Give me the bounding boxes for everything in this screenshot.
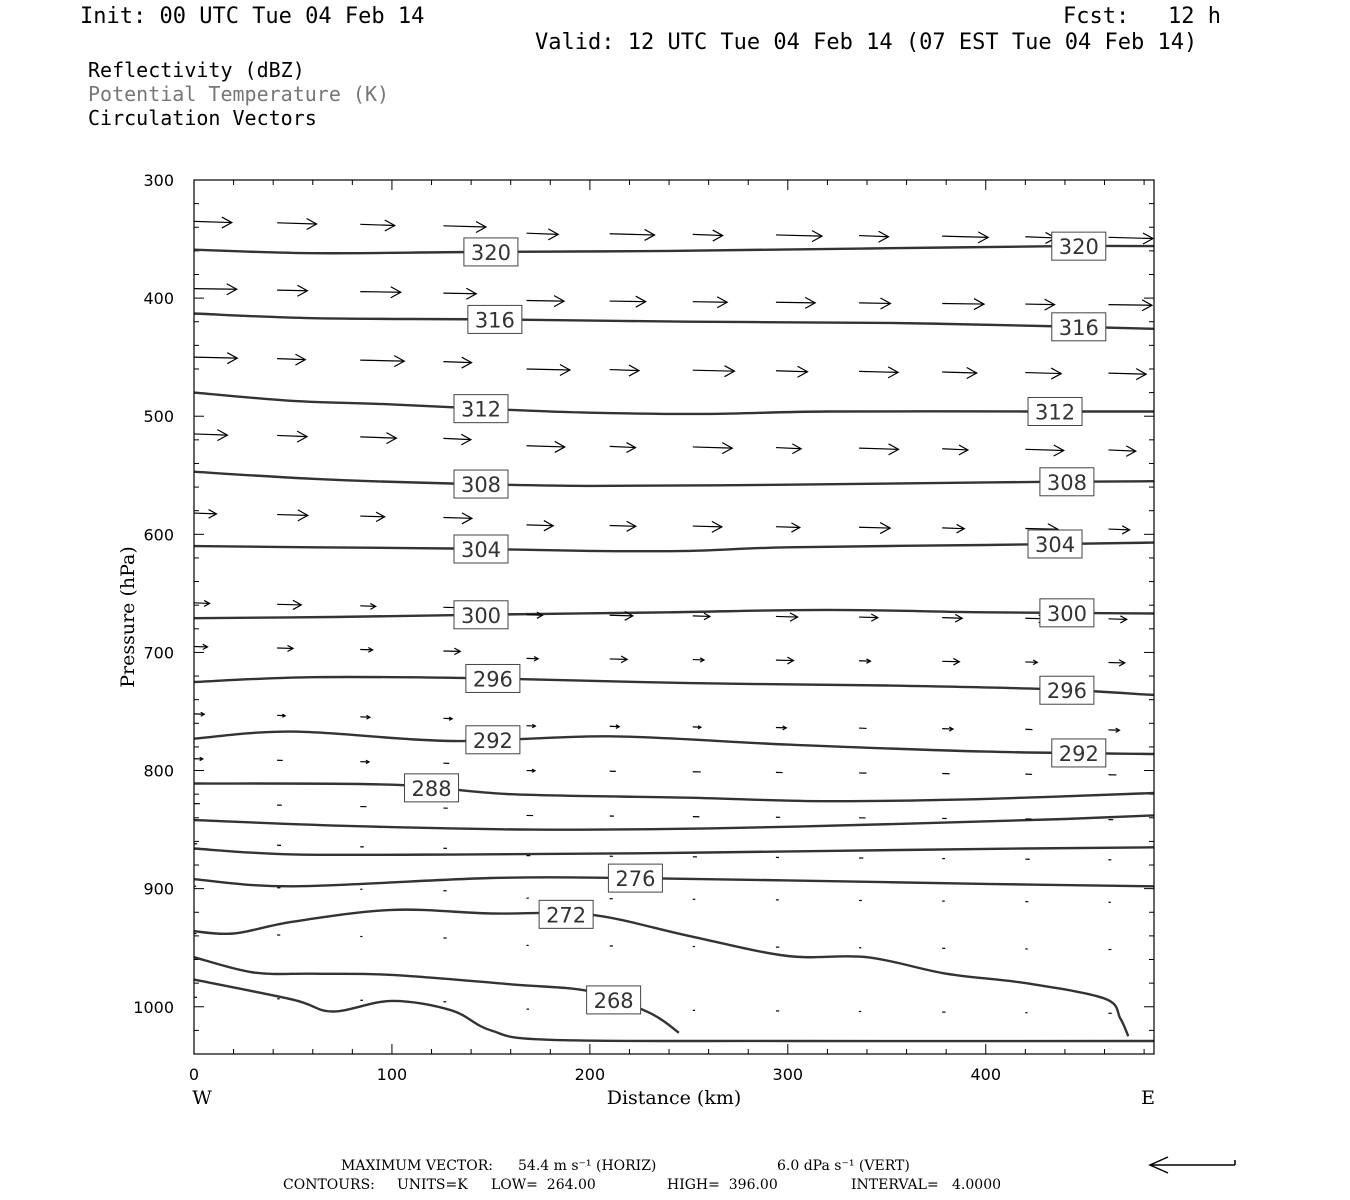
x-tick-label: 100 bbox=[376, 1065, 408, 1084]
legend-reflectivity: Reflectivity (dBZ) bbox=[88, 58, 305, 82]
circulation-vector bbox=[527, 615, 543, 616]
contour-label: 320 bbox=[1058, 235, 1099, 260]
max-vector-label: MAXIMUM VECTOR: bbox=[341, 1158, 493, 1174]
contour-label: 308 bbox=[1046, 470, 1087, 495]
contours-label: CONTOURS: bbox=[283, 1177, 375, 1193]
y-tick-label: 300 bbox=[143, 171, 174, 190]
x-axis-label: Distance (km) bbox=[606, 1087, 742, 1109]
circulation-vector bbox=[610, 446, 636, 447]
isentrope-312 bbox=[194, 393, 1154, 414]
circulation-vector bbox=[1025, 304, 1054, 305]
circulation-vector bbox=[277, 604, 301, 605]
contour-label: 300 bbox=[460, 603, 502, 628]
isentrope-288 bbox=[194, 783, 1154, 801]
valid-time: Valid: 12 UTC Tue 04 Feb 14 (07 EST Tue 04 Feb 14) bbox=[535, 30, 1198, 55]
max-vector-horizontal: 54.4 m s⁻¹ (HORIZ) bbox=[518, 1158, 657, 1174]
isentrope-308 bbox=[194, 472, 1154, 486]
circulation-vector bbox=[194, 513, 216, 514]
legend-potential-temperature: Potential Temperature (K) bbox=[88, 82, 390, 106]
circulation-vector bbox=[859, 371, 898, 372]
circulation-vector bbox=[859, 236, 888, 237]
y-tick-label: 1000 bbox=[133, 997, 174, 1017]
circulation-vector bbox=[693, 234, 723, 235]
circulation-vector bbox=[1108, 237, 1153, 238]
isentrope-284 bbox=[194, 815, 1154, 829]
circulation-vector bbox=[610, 234, 655, 235]
contour-label: 296 bbox=[1046, 679, 1087, 704]
x-tick-label: 400 bbox=[970, 1065, 1002, 1084]
circulation-vector bbox=[527, 300, 565, 301]
x-tick-label: 0 bbox=[188, 1065, 200, 1084]
circulation-vector bbox=[942, 236, 988, 237]
circulation-vector bbox=[443, 293, 476, 294]
contour-label: 268 bbox=[593, 988, 634, 1013]
circulation-vector bbox=[360, 360, 404, 361]
y-axis-label: Pressure (hPa) bbox=[117, 546, 139, 688]
circulation-vector bbox=[1025, 528, 1057, 529]
circulation-vector bbox=[776, 448, 801, 449]
contour-label: 276 bbox=[615, 867, 656, 892]
contour-label: 320 bbox=[470, 240, 511, 265]
circulation-vector bbox=[942, 618, 962, 619]
circulation-vector bbox=[277, 223, 316, 224]
circulation-vector bbox=[1108, 305, 1152, 306]
circulation-vector bbox=[527, 446, 565, 447]
circulation-vector bbox=[1108, 619, 1126, 620]
circulation-vector bbox=[776, 302, 815, 303]
contour-label: 316 bbox=[1058, 315, 1099, 340]
isentrope-296 bbox=[194, 677, 1154, 695]
max-vector-vertical: 6.0 dPa s⁻¹ (VERT) bbox=[777, 1158, 910, 1174]
circulation-vector bbox=[527, 369, 570, 370]
circulation-vector bbox=[610, 301, 646, 302]
contour-label: 304 bbox=[1034, 532, 1076, 557]
circulation-vector bbox=[942, 303, 984, 304]
isentrope-292 bbox=[194, 732, 1154, 754]
forecast-hour: 12 h bbox=[1168, 4, 1221, 29]
circulation-vector bbox=[194, 603, 210, 604]
circulation-vector bbox=[277, 435, 307, 436]
contour-high: HIGH= 396.00 bbox=[667, 1177, 778, 1193]
circulation-vector bbox=[194, 289, 237, 290]
circulation-vector bbox=[1108, 529, 1129, 530]
contour-label: 312 bbox=[1034, 400, 1076, 425]
circulation-vector bbox=[610, 615, 633, 616]
circulation-vector bbox=[610, 525, 636, 526]
circulation-vector bbox=[693, 302, 727, 303]
x-end-label-west: W bbox=[192, 1087, 212, 1109]
x-tick-label: 200 bbox=[574, 1065, 606, 1084]
circulation-vector bbox=[443, 362, 471, 363]
circulation-vector bbox=[527, 233, 559, 234]
circulation-vector bbox=[1108, 450, 1135, 451]
isentrope-304 bbox=[194, 543, 1154, 552]
isentrope-320 bbox=[194, 246, 1154, 253]
y-tick-label: 400 bbox=[143, 289, 174, 309]
isentrope-280 bbox=[194, 847, 1154, 855]
contour-units: UNITS=K bbox=[397, 1177, 468, 1193]
circulation-vector bbox=[443, 438, 471, 439]
contour-label: 292 bbox=[1058, 741, 1099, 766]
circulation-vector bbox=[776, 235, 822, 236]
legend-circulation-vectors: Circulation Vectors bbox=[88, 106, 317, 130]
x-end-label-east: E bbox=[1141, 1087, 1155, 1109]
circulation-vector bbox=[693, 526, 722, 527]
circulation-vector bbox=[693, 370, 735, 371]
circulation-vector bbox=[693, 447, 732, 448]
circulation-vector bbox=[942, 528, 964, 529]
circulation-vector bbox=[776, 616, 798, 617]
contour-label: 304 bbox=[460, 538, 502, 563]
circulation-vector bbox=[360, 437, 396, 438]
contour-label: 288 bbox=[411, 776, 452, 801]
contour-label: 272 bbox=[546, 903, 587, 928]
circulation-vector bbox=[360, 516, 384, 517]
circulation-vector bbox=[942, 372, 977, 373]
isentrope-276 bbox=[194, 877, 1154, 886]
y-tick-label: 600 bbox=[143, 525, 174, 545]
y-tick-label: 500 bbox=[143, 407, 174, 427]
circulation-vector bbox=[1108, 373, 1146, 374]
contour-label: 296 bbox=[472, 667, 513, 692]
circulation-vector bbox=[610, 370, 639, 371]
circulation-vector bbox=[527, 525, 554, 526]
circulation-vector bbox=[360, 224, 395, 225]
forecast-label: Fcst: bbox=[1063, 4, 1130, 29]
circulation-vector bbox=[194, 434, 227, 435]
circulation-vector bbox=[859, 448, 898, 449]
isentrope-264 bbox=[194, 980, 1154, 1041]
contour-label: 300 bbox=[1046, 601, 1087, 626]
circulation-vector bbox=[1025, 449, 1063, 450]
contour-label: 308 bbox=[460, 473, 502, 498]
circulation-vector bbox=[1025, 373, 1061, 374]
init-time: Init: 00 UTC Tue 04 Feb 14 bbox=[80, 4, 425, 29]
circulation-vector bbox=[443, 518, 472, 519]
y-tick-label: 700 bbox=[143, 643, 174, 663]
circulation-vector bbox=[859, 303, 890, 304]
contour-label: 292 bbox=[472, 728, 513, 753]
circulation-vector bbox=[194, 221, 232, 222]
y-tick-label: 900 bbox=[143, 879, 174, 899]
circulation-vector bbox=[776, 371, 808, 372]
circulation-vector bbox=[1025, 237, 1055, 238]
circulation-vector bbox=[277, 515, 308, 516]
circulation-vector bbox=[360, 606, 375, 607]
circulation-vector bbox=[693, 616, 710, 617]
contour-label: 312 bbox=[460, 397, 502, 422]
circulation-vector bbox=[194, 357, 237, 358]
x-tick-label: 300 bbox=[772, 1065, 804, 1084]
contour-interval: INTERVAL= 4.0000 bbox=[851, 1177, 1002, 1193]
circulation-vector bbox=[942, 449, 968, 450]
contour-low: LOW= 264.00 bbox=[491, 1177, 596, 1193]
y-tick-label: 800 bbox=[143, 761, 174, 781]
isentrope-300 bbox=[194, 610, 1154, 618]
isentrope-316 bbox=[194, 314, 1154, 329]
circulation-vector bbox=[277, 290, 307, 291]
circulation-vector bbox=[277, 359, 305, 360]
circulation-vector bbox=[776, 527, 800, 528]
circulation-vector bbox=[443, 226, 486, 227]
circulation-vector bbox=[859, 617, 878, 618]
contour-label: 316 bbox=[474, 308, 515, 333]
circulation-vector bbox=[859, 527, 890, 528]
circulation-vector bbox=[360, 292, 400, 293]
reference-vector-arrow bbox=[1140, 1152, 1240, 1178]
